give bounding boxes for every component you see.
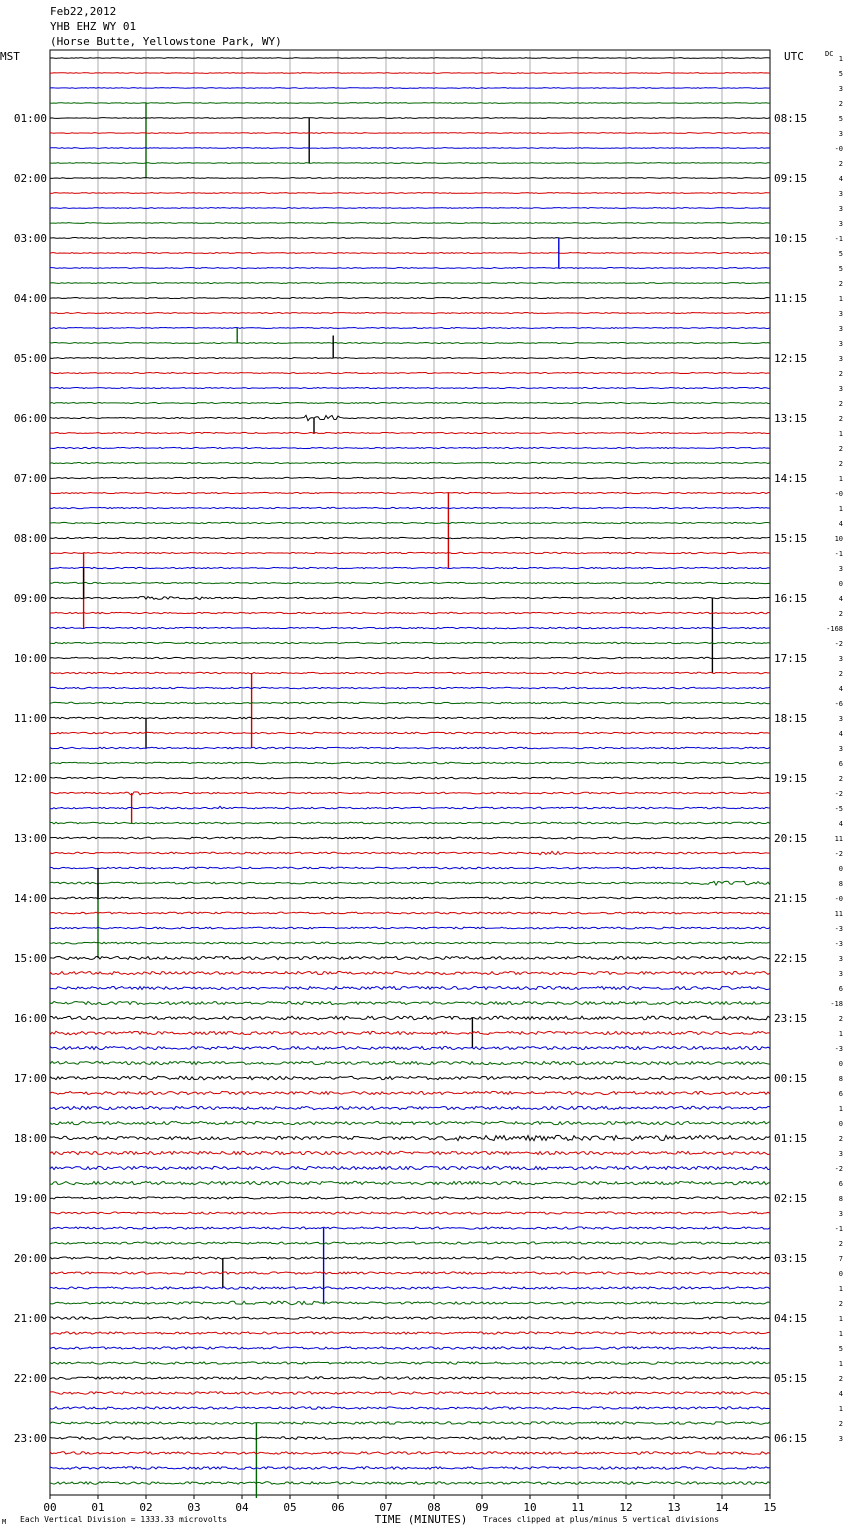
dc-offset-label: -3	[834, 1045, 843, 1053]
trace-line	[50, 1061, 770, 1064]
trace-line	[50, 327, 770, 328]
mst-hour-label: 08:00	[13, 532, 47, 545]
utc-hour-label: 03:15	[774, 1252, 808, 1265]
mst-hour-label: 10:00	[13, 652, 47, 665]
dc-offset-label: 1	[838, 1285, 843, 1293]
trace-line	[50, 912, 770, 914]
trace-line	[50, 1467, 770, 1470]
trace-line	[50, 415, 770, 420]
utc-hour-label: 22:15	[774, 952, 808, 965]
trace-line	[50, 687, 770, 688]
dc-offset-label: 4	[838, 595, 843, 603]
dc-offset-label: 5	[838, 250, 843, 258]
dc-offset-label: 6	[838, 760, 843, 768]
dc-offset-label: -0	[834, 145, 843, 153]
mst-hour-label: 11:00	[13, 712, 47, 725]
mst-hour-label: 02:00	[13, 172, 47, 185]
trace-line	[50, 1031, 770, 1035]
x-tick-label: 06	[331, 1501, 345, 1514]
mst-hour-label: 15:00	[13, 952, 47, 965]
trace-line	[50, 507, 770, 508]
utc-hour-label: 19:15	[774, 772, 808, 785]
dc-offset-label: 5	[838, 1345, 843, 1353]
dc-offset-label: 6	[838, 1090, 843, 1098]
trace-line	[50, 627, 770, 628]
trace-line	[50, 163, 770, 164]
x-tick-label: 03	[187, 1501, 201, 1514]
dc-offset-label: 3	[838, 970, 843, 978]
trace-line	[50, 1151, 770, 1154]
trace-line	[50, 1362, 770, 1364]
trace-line	[50, 103, 770, 104]
dc-offset-label: 2	[838, 610, 843, 618]
dc-offset-label: 4	[838, 820, 843, 828]
trace-line	[50, 837, 770, 839]
dc-offset-label: 3	[838, 190, 843, 198]
dc-offset-label: 3	[838, 1435, 843, 1443]
utc-hour-label: 10:15	[774, 232, 808, 245]
trace-line	[50, 582, 770, 583]
dc-offset-label: 5	[838, 265, 843, 273]
trace-line	[50, 942, 770, 944]
x-tick-label: 09	[475, 1501, 489, 1514]
trace-line	[50, 822, 770, 824]
dc-offset-label: 2	[838, 670, 843, 678]
dc-offset-label: 3	[838, 340, 843, 348]
utc-hour-label: 06:15	[774, 1432, 808, 1445]
trace-line	[50, 1242, 770, 1244]
trace-line	[50, 747, 770, 749]
trace-line	[50, 762, 770, 764]
dc-offset-label: -2	[834, 790, 843, 798]
plot-date: Feb22,2012	[50, 5, 117, 18]
trace-line	[50, 792, 770, 795]
utc-hour-label: 18:15	[774, 712, 808, 725]
vertical-division-note: Each Vertical Division = 1333.33 microvolts	[20, 1515, 228, 1524]
dc-offset-label: 3	[838, 745, 843, 753]
dc-offset-label: 3	[838, 325, 843, 333]
dc-offset-label: 8	[838, 1195, 843, 1203]
trace-line	[50, 537, 770, 538]
dc-offset-label: 8	[838, 880, 843, 888]
utc-hour-label: 12:15	[774, 352, 808, 365]
utc-hour-label: 14:15	[774, 472, 808, 485]
trace-line	[50, 732, 770, 734]
trace-line	[50, 1482, 770, 1485]
dc-offset-label: 6	[838, 985, 843, 993]
utc-hour-label: 23:15	[774, 1012, 808, 1025]
mst-hour-label: 23:00	[13, 1432, 47, 1445]
dc-offset-label: -2	[834, 640, 843, 648]
trace-line	[50, 477, 770, 478]
dc-offset-label: -3	[834, 925, 843, 933]
trace-line	[50, 432, 770, 433]
utc-hour-label: 00:15	[774, 1072, 808, 1085]
utc-hour-label: 11:15	[774, 292, 808, 305]
x-tick-label: 11	[571, 1501, 585, 1514]
dc-offset-label: 1	[838, 475, 843, 483]
station-code: YHB EHZ WY 01	[50, 20, 137, 33]
trace-line	[50, 193, 770, 194]
trace-line	[50, 88, 770, 89]
trace-line	[50, 1106, 770, 1109]
trace-line	[50, 522, 770, 523]
dc-offset-label: 2	[838, 445, 843, 453]
trace-line	[50, 657, 770, 658]
trace-line	[50, 178, 770, 179]
dc-offset-label: 4	[838, 685, 843, 693]
x-tick-label: 08	[427, 1501, 441, 1514]
x-tick-label: 13	[667, 1501, 681, 1514]
trace-line	[50, 462, 770, 463]
trace-line	[50, 1407, 770, 1409]
utc-hour-label: 05:15	[774, 1372, 808, 1385]
trace-line	[50, 73, 770, 74]
trace-line	[50, 492, 770, 493]
trace-line	[50, 1272, 770, 1274]
dc-offset-label: 2	[838, 775, 843, 783]
x-tick-label: 00	[43, 1501, 57, 1514]
dc-offset-label: 3	[838, 565, 843, 573]
label-group	[0, 50, 843, 1526]
x-tick-label: 04	[235, 1501, 249, 1514]
mst-hour-label: 01:00	[13, 112, 47, 125]
utc-axis-label: UTC	[784, 50, 804, 63]
utc-hour-label: 08:15	[774, 112, 808, 125]
trace-line	[50, 1287, 770, 1289]
clipping-note: Traces clipped at plus/minus 5 vertical divisions	[483, 1515, 720, 1524]
trace-line	[50, 1317, 770, 1319]
trace-group	[50, 58, 770, 1498]
dc-offset-label: 0	[838, 580, 843, 588]
dc-offset-label: -5	[834, 805, 843, 813]
trace-line	[50, 1121, 770, 1124]
dc-offset-label: 1	[838, 295, 843, 303]
trace-line	[50, 372, 770, 373]
trace-line	[50, 357, 770, 358]
dc-offset-label: 3	[838, 385, 843, 393]
trace-line	[50, 253, 770, 254]
trace-line	[50, 238, 770, 239]
dc-offset-label: 2	[838, 1135, 843, 1143]
dc-offset-label: 1	[838, 430, 843, 438]
dc-offset-label: 2	[838, 1420, 843, 1428]
trace-line	[50, 268, 770, 269]
dc-offset-label: 0	[838, 1270, 843, 1278]
dc-offset-label: 3	[838, 205, 843, 213]
utc-hour-label: 17:15	[774, 652, 808, 665]
trace-line	[50, 1212, 770, 1214]
trace-line	[50, 806, 770, 809]
time-grid	[50, 50, 770, 1495]
trace-line	[50, 642, 770, 643]
x-tick-label: 02	[139, 1501, 153, 1514]
trace-line	[50, 702, 770, 704]
dc-offset-label: 2	[838, 415, 843, 423]
dc-offset-label: 0	[838, 1120, 843, 1128]
x-tick-label: 15	[763, 1501, 777, 1514]
trace-line	[50, 58, 770, 59]
dc-offset-label: 4	[838, 175, 843, 183]
utc-hour-label: 02:15	[774, 1192, 808, 1205]
corner-mark: M	[2, 1518, 7, 1526]
mst-hour-label: 22:00	[13, 1372, 47, 1385]
trace-line	[50, 1016, 770, 1020]
dc-offset-label: 4	[838, 520, 843, 528]
trace-line	[50, 672, 770, 674]
dc-offset-label: -18	[830, 1000, 843, 1008]
utc-hour-label: 01:15	[774, 1132, 808, 1145]
dc-offset-label: 2	[838, 460, 843, 468]
x-tick-label: 05	[283, 1501, 297, 1514]
dc-offset-label: 2	[838, 1015, 843, 1023]
dc-offset-label: 8	[838, 1075, 843, 1083]
trace-line	[50, 1076, 770, 1080]
dc-offset-label: 4	[838, 1390, 843, 1398]
station-location: (Horse Butte, Yellowstone Park, WY)	[50, 35, 282, 48]
trace-line	[50, 777, 770, 779]
trace-line	[50, 851, 770, 855]
trace-line	[50, 402, 770, 403]
dc-offset-label: 10	[834, 535, 843, 543]
dc-offset-label: 3	[838, 85, 843, 93]
trace-line	[50, 552, 770, 553]
dc-offset-label: 2	[838, 160, 843, 168]
trace-line	[50, 1257, 770, 1259]
trace-line	[50, 148, 770, 149]
dc-offset-label: 1	[838, 1330, 843, 1338]
dc-offset-label: 7	[838, 1255, 843, 1263]
x-tick-label: 14	[715, 1501, 729, 1514]
trace-line	[50, 118, 770, 119]
dc-offset-label: -2	[834, 850, 843, 858]
mst-hour-label: 19:00	[13, 1192, 47, 1205]
x-tick-label: 12	[619, 1501, 633, 1514]
dc-offset-label: 1	[838, 55, 843, 63]
dc-offset-label: -3	[834, 940, 843, 948]
dc-offset-label: 2	[838, 1240, 843, 1248]
dc-offset-label: 0	[838, 865, 843, 873]
dc-offset-label: 5	[838, 115, 843, 123]
trace-line	[50, 283, 770, 284]
dc-offset-label: -0	[834, 895, 843, 903]
dc-offset-label: 3	[838, 220, 843, 228]
trace-line	[50, 986, 770, 989]
dc-offset-label: 1	[838, 1315, 843, 1323]
dc-offset-label: 1	[838, 1405, 843, 1413]
trace-line	[50, 1392, 770, 1394]
x-tick-label: 07	[379, 1501, 393, 1514]
dc-offset-label: 6	[838, 1180, 843, 1188]
trace-line	[50, 297, 770, 298]
utc-hour-label: 21:15	[774, 892, 808, 905]
mst-hour-label: 05:00	[13, 352, 47, 365]
trace-line	[50, 612, 770, 613]
dc-offset-label: 3	[838, 715, 843, 723]
trace-line	[50, 313, 770, 314]
dc-offset-label: 2	[838, 280, 843, 288]
trace-line	[50, 1301, 770, 1305]
mst-hour-label: 14:00	[13, 892, 47, 905]
mst-hour-label: 21:00	[13, 1312, 47, 1325]
dc-offset-label: 1	[838, 505, 843, 513]
trace-line	[50, 133, 770, 134]
trace-line	[50, 1377, 770, 1379]
utc-hour-label: 16:15	[774, 592, 808, 605]
dc-offset-label: 3	[838, 1150, 843, 1158]
mst-hour-label: 03:00	[13, 232, 47, 245]
dc-offset-label: 2	[838, 100, 843, 108]
trace-line	[50, 881, 770, 885]
mst-hour-label: 09:00	[13, 592, 47, 605]
dc-offset-label: 2	[838, 1300, 843, 1308]
trace-line	[50, 597, 770, 600]
dc-offset-label: 11	[834, 835, 843, 843]
trace-line	[50, 927, 770, 929]
trace-line	[50, 342, 770, 343]
dc-offset-label: 1	[838, 1105, 843, 1113]
trace-line	[50, 956, 770, 959]
trace-line	[50, 867, 770, 869]
mst-hour-label: 17:00	[13, 1072, 47, 1085]
trace-line	[50, 1332, 770, 1334]
trace-line	[50, 447, 770, 448]
trace-line	[50, 1046, 770, 1049]
trace-line	[50, 1347, 770, 1349]
mst-hour-label: 06:00	[13, 412, 47, 425]
dc-offset-label: 3	[838, 655, 843, 663]
trace-line	[50, 1197, 770, 1199]
mst-hour-label: 07:00	[13, 472, 47, 485]
trace-line	[50, 1181, 770, 1184]
trace-line	[50, 971, 770, 974]
dc-offset-label: 11	[834, 910, 843, 918]
utc-hour-label: 09:15	[774, 172, 808, 185]
utc-hour-label: 04:15	[774, 1312, 808, 1325]
dc-offset-label: 3	[838, 310, 843, 318]
mst-hour-label: 12:00	[13, 772, 47, 785]
dc-offset-label: 3	[838, 130, 843, 138]
trace-line	[50, 208, 770, 209]
mst-hour-label: 13:00	[13, 832, 47, 845]
dc-offset-label: -1	[834, 1225, 843, 1233]
x-tick-label: 01	[91, 1501, 105, 1514]
mst-hour-label: 16:00	[13, 1012, 47, 1025]
dc-offset-label: 2	[838, 370, 843, 378]
trace-line	[50, 1166, 770, 1169]
trace-line	[50, 1091, 770, 1094]
mst-axis-label: MST	[0, 50, 20, 63]
dc-offset-label: 1	[838, 1360, 843, 1368]
trace-line	[50, 1437, 770, 1440]
dc-offset-label: 3	[838, 355, 843, 363]
trace-line	[50, 1422, 770, 1424]
mst-hour-label: 18:00	[13, 1132, 47, 1145]
trace-line	[50, 567, 770, 568]
dc-offset-label: -1	[834, 235, 843, 243]
dc-offset-label: 5	[838, 70, 843, 78]
trace-line	[50, 387, 770, 388]
trace-line	[50, 897, 770, 899]
dc-offset-label: -168	[826, 625, 843, 633]
dc-offset-label: 3	[838, 1210, 843, 1218]
dc-offset-label: 2	[838, 1375, 843, 1383]
trace-line	[50, 1001, 770, 1004]
trace-line	[50, 1452, 770, 1455]
x-axis-label: TIME (MINUTES)	[374, 1513, 468, 1526]
dc-offset-label: 0	[838, 1060, 843, 1068]
utc-hour-label: 20:15	[774, 832, 808, 845]
trace-line	[50, 717, 770, 719]
x-tick-label: 10	[523, 1501, 537, 1514]
trace-line	[50, 223, 770, 224]
dc-offset-label: 2	[838, 400, 843, 408]
utc-hour-label: 13:15	[774, 412, 808, 425]
dc-offset-label: -1	[834, 550, 843, 558]
dc-offset-label: -6	[834, 700, 843, 708]
dc-offset-label: -0	[834, 490, 843, 498]
mst-hour-label: 20:00	[13, 1252, 47, 1265]
mst-hour-label: 04:00	[13, 292, 47, 305]
dc-offset-label: 4	[838, 730, 843, 738]
trace-line	[50, 1227, 770, 1229]
dc-offset-label: -2	[834, 1165, 843, 1173]
dc-offset-label: 1	[838, 1030, 843, 1038]
plot-frame	[50, 50, 770, 1495]
dc-column-label: DC	[825, 50, 834, 58]
trace-line	[50, 1135, 770, 1140]
utc-hour-label: 15:15	[774, 532, 808, 545]
dc-offset-label: 3	[838, 955, 843, 963]
